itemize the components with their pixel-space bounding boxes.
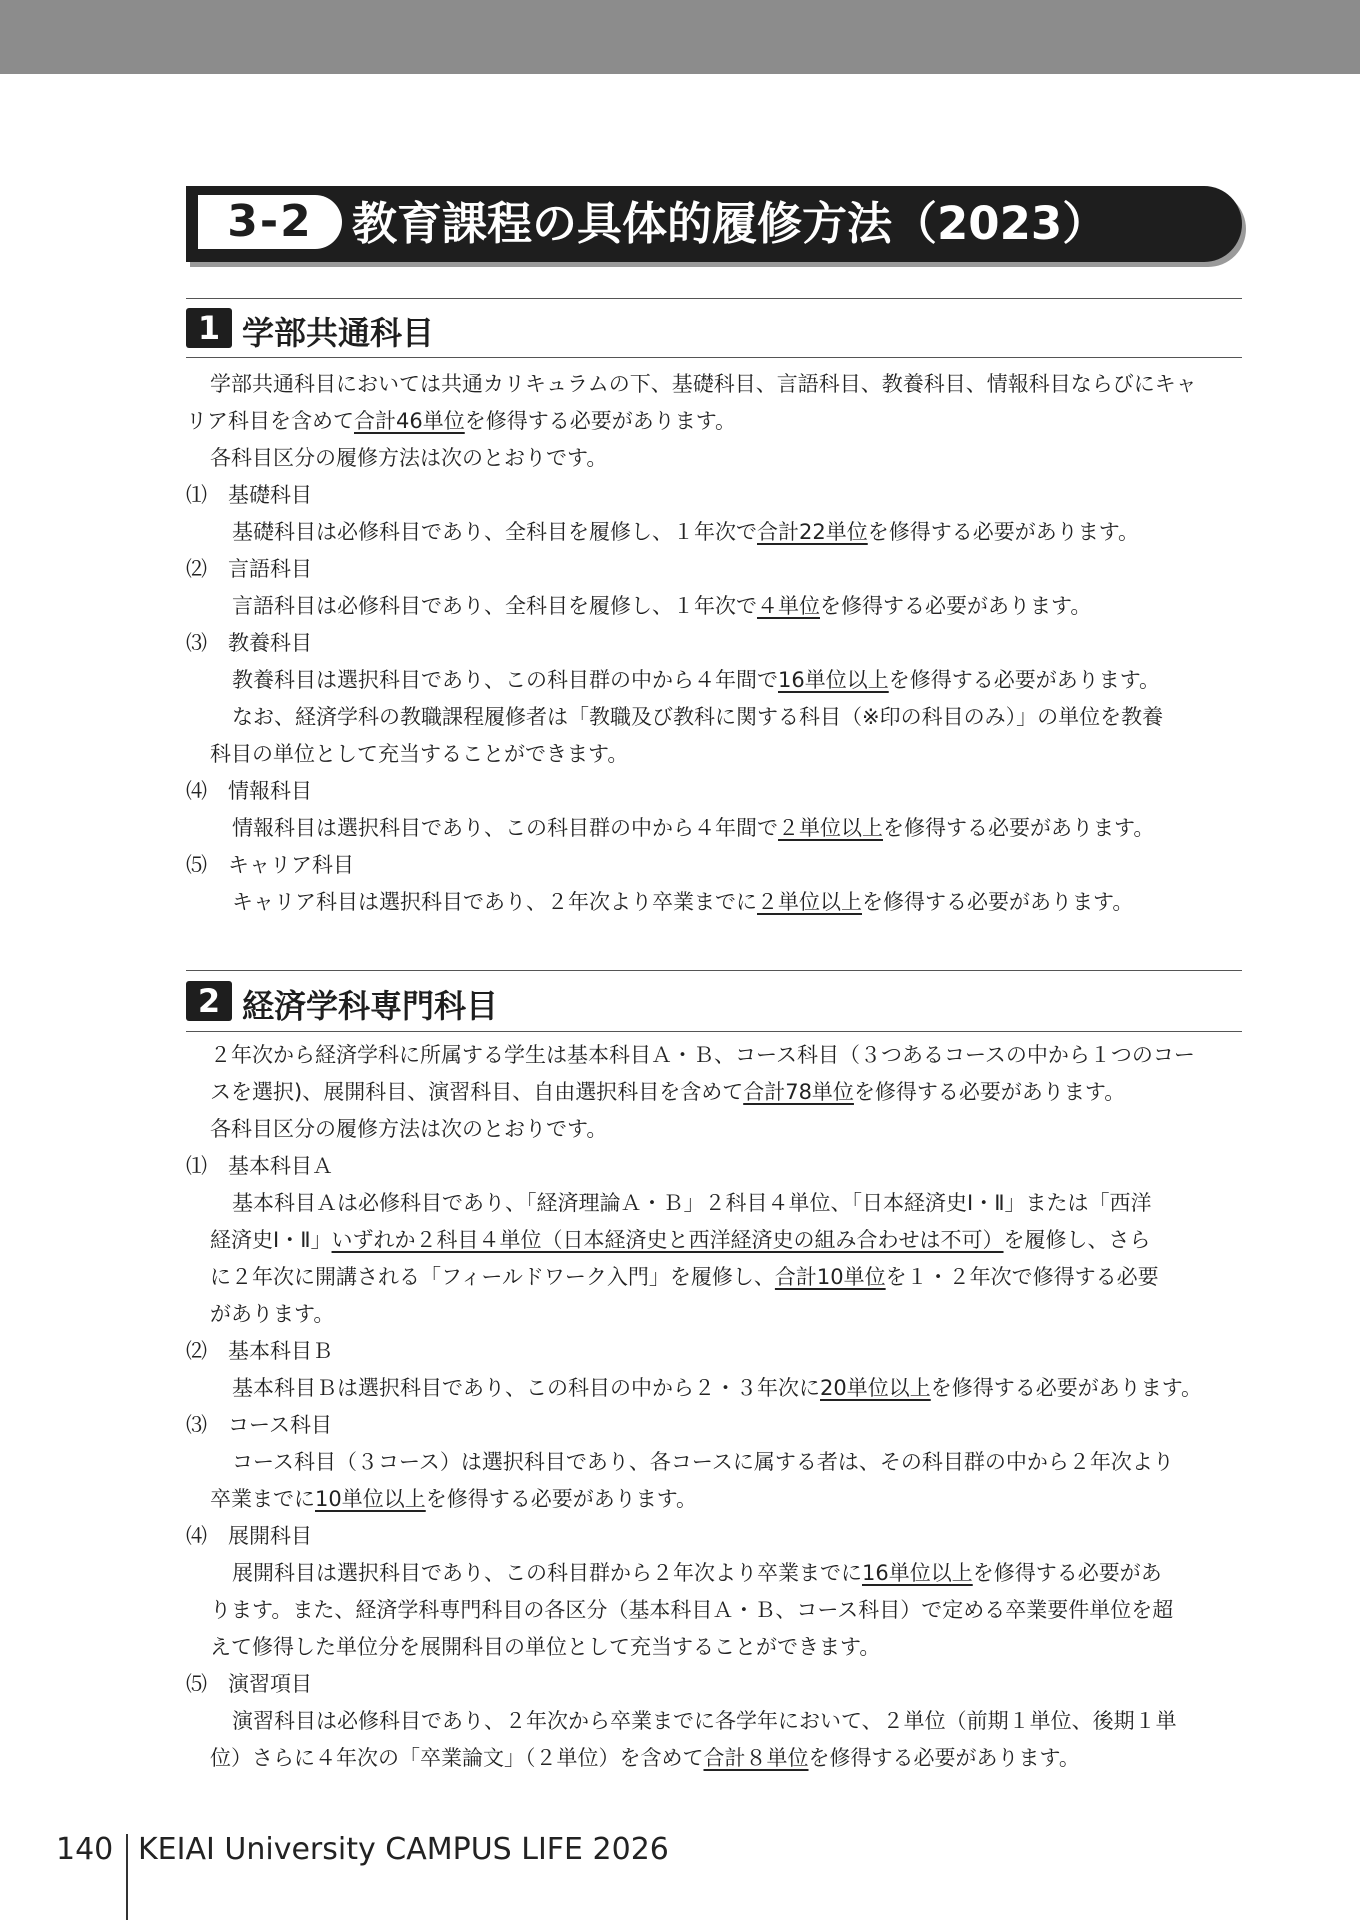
s2-para-line: 各科目区分の履修方法は次のとおりです。 (210, 1117, 608, 1141)
s2-item-heading: ⑶ コース科目 (186, 1413, 332, 1437)
s1-item-heading: ⑵ 言語科目 (186, 557, 312, 581)
s1-item-text: 言語科目は必修科目であり、全科目を履修し、１年次で４単位を修得する必要があります。 (232, 594, 1092, 618)
section-2-title: 経済学科専門科目 (242, 987, 499, 1025)
s1-para-line: 各科目区分の履修方法は次のとおりです。 (210, 446, 608, 470)
required-credits: 合計８単位 (703, 1746, 809, 1770)
s2-item-text: 展開科目は選択科目であり、この科目群から２年次より卒業までに16単位以上を修得する必要があ (232, 1561, 1162, 1585)
s2-item-text: 位）さらに４年次の「卒業論文」（２単位）を含めて合計８単位を修得する必要があります。 (210, 1746, 1080, 1770)
s2-item-text: ります。また、経済学科専門科目の各区分（基本科目Ａ・Ｂ、コース科目）で定める卒業要件単位を超 (210, 1598, 1174, 1622)
s2-para-line: ２年次から経済学科に所属する学生は基本科目Ａ・Ｂ、コース科目（３つあるコースの中から１つのコー (210, 1043, 1195, 1067)
title-number: 3-2 (198, 195, 342, 249)
s1-item-text: 科目の単位として充当することができます。 (210, 742, 629, 766)
s2-para-line: スを選択)、展開科目、演習科目、自由選択科目を含めて合計78単位を修得する必要があります。 (210, 1080, 1126, 1104)
s2-item-text: 演習科目は必修科目であり、２年次から卒業までに各学年において、２単位（前期１単位、後期１単 (232, 1709, 1177, 1733)
required-credits: 合計46単位 (354, 409, 465, 433)
required-credits: ２単位以上 (757, 890, 862, 914)
s1-item-text: なお、経済学科の教職課程履修者は「教職及び教科に関する科目（※印の科目のみ）」の単位を教養 (232, 705, 1164, 729)
required-credits: 合計10単位 (774, 1265, 886, 1289)
required-credits: ２単位以上 (778, 816, 883, 840)
s2-item-text: 基本科目Ｂは選択科目であり、この科目の中から２・３年次に20単位以上を修得する必要があります。 (232, 1376, 1203, 1400)
top-gray-band (0, 0, 1360, 74)
page-title: 教育課程の具体的履修方法（2023） (352, 197, 1108, 250)
s1-item-heading: ⑴ 基礎科目 (186, 483, 312, 507)
section-1-header (186, 298, 1242, 358)
s2-item-heading: ⑵ 基本科目Ｂ (186, 1339, 333, 1363)
s2-item-heading: ⑸ 演習項目 (186, 1672, 312, 1696)
required-credits: 16単位以上 (778, 668, 889, 692)
s1-item-heading: ⑷ 情報科目 (186, 779, 312, 803)
s1-item-heading: ⑶ 教養科目 (186, 631, 312, 655)
s2-item-text: に２年次に開講される「フィールドワーク入門」を履修し、合計10単位を１・２年次で修得する必要 (210, 1265, 1159, 1289)
required-credits: 20単位以上 (820, 1376, 931, 1400)
s2-item-text: コース科目（３コース）は選択科目であり、各コースに属する者は、その科目群の中から２年次より (232, 1450, 1174, 1474)
s2-item-heading: ⑷ 展開科目 (186, 1524, 312, 1548)
s1-item-text: キャリア科目は選択科目であり、２年次より卒業までに２単位以上を修得する必要があります。 (232, 890, 1134, 914)
s2-item-text: 基本科目Ａは必修科目であり、「経済理論Ａ・Ｂ」２科目４単位、「日本経済史Ⅰ・Ⅱ」または「西洋 (232, 1191, 1152, 1215)
required-credits: 10単位以上 (315, 1487, 426, 1511)
page-number: 140 (56, 1832, 114, 1867)
s1-item-text: 教養科目は選択科目であり、この科目群の中から４年間で16単位以上を修得する必要があります。 (232, 668, 1161, 692)
s1-item-heading: ⑸ キャリア科目 (186, 853, 354, 877)
footer-publication-title: KEIAI University CAMPUS LIFE 2026 (138, 1832, 669, 1867)
footer-divider (126, 1834, 128, 1920)
s1-item-text: 情報科目は選択科目であり、この科目群の中から４年間で２単位以上を修得する必要があります。 (232, 816, 1155, 840)
required-credits: 合計22単位 (757, 520, 868, 544)
section-1-title: 学部共通科目 (242, 314, 435, 352)
s1-para-line: リア科目を含めて合計46単位を修得する必要があります。 (186, 409, 737, 433)
section-1-number: 1 (186, 308, 232, 348)
required-credits: 合計78単位 (743, 1080, 854, 1104)
section-2-number: 2 (186, 981, 232, 1021)
s2-item-text: 経済史Ⅰ・Ⅱ」いずれか２科目４単位（日本経済史と西洋経済史の組み合わせは不可）を履修し、さら (210, 1228, 1151, 1252)
s2-item-text: 卒業までに10単位以上を修得する必要があります。 (210, 1487, 698, 1511)
s2-item-text: があります。 (210, 1302, 335, 1326)
s2-item-heading: ⑴ 基本科目Ａ (186, 1154, 333, 1178)
section-2-header (186, 970, 1242, 1032)
s1-para-line: 学部共通科目においては共通カリキュラムの下、基礎科目、言語科目、教養科目、情報科目ならびにキャ (210, 372, 1197, 396)
page-title-banner (186, 186, 1242, 262)
s1-item-text: 基礎科目は必修科目であり、全科目を履修し、１年次で合計22単位を修得する必要があります。 (232, 520, 1140, 544)
required-credits: ４単位 (757, 594, 820, 618)
required-credits: 16単位以上 (862, 1561, 973, 1585)
required-credits: いずれか２科目４単位（日本経済史と西洋経済史の組み合わせは不可） (331, 1228, 1004, 1252)
s2-item-text: えて修得した単位分を展開科目の単位として充当することができます。 (210, 1635, 881, 1659)
